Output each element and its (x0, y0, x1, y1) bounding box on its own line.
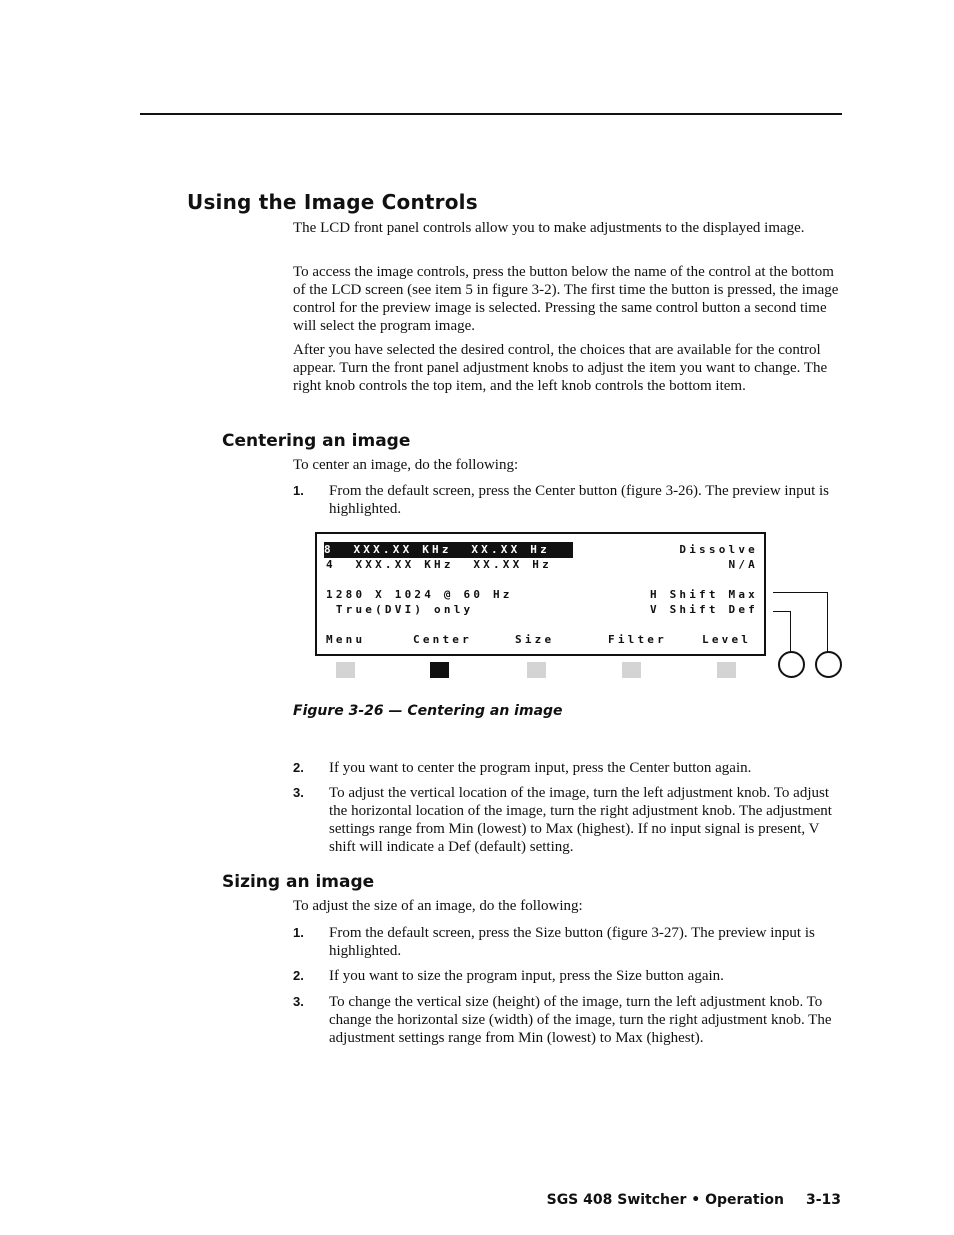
filter-button[interactable] (622, 662, 641, 678)
lcd-row4-right: V Shift Def (649, 603, 758, 616)
lcd-row4-left: True(DVI) only (326, 603, 474, 616)
size-button[interactable] (527, 662, 546, 678)
page-heading: Using the Image Controls (187, 190, 478, 214)
figure-caption: Figure 3-26 — Centering an image (293, 703, 563, 719)
step-number: 2. (293, 760, 304, 775)
page-footer (547, 1192, 841, 1208)
callout-line-top (773, 592, 828, 593)
page-number: 3-13 (805, 1192, 841, 1208)
sizing-step-3 (293, 993, 841, 1047)
menu-button[interactable] (336, 662, 355, 678)
lcd-menu-label-filter: Filter (608, 633, 667, 646)
level-button[interactable] (717, 662, 736, 678)
step-number: 3. (293, 785, 304, 800)
step-number: 2. (293, 968, 304, 983)
callout-line-left-knob (790, 611, 791, 652)
header-rule (140, 113, 842, 115)
left-adjustment-knob-icon[interactable] (778, 651, 805, 678)
footer-title: SGS 408 Switcher • Operation (546, 1192, 784, 1208)
callout-line-bottom (773, 611, 791, 612)
lcd-row3-left: 1280 X 1024 @ 60 Hz (326, 588, 513, 601)
step-number: 1. (293, 483, 304, 498)
center-button-pressed[interactable] (430, 662, 449, 678)
step-number: 3. (293, 994, 304, 1009)
step-number: 1. (293, 925, 304, 940)
right-adjustment-knob-icon[interactable] (815, 651, 842, 678)
step-text: If you want to size the program input, press the Size button again. (329, 968, 724, 984)
lcd-screen (315, 532, 766, 656)
sizing-lead: To adjust the size of an image, do the following: (293, 898, 583, 914)
step-text: From the default screen, press the Size button (figure 3-27). The preview input is highlighted. (329, 925, 815, 959)
step-text: If you want to center the program input, press the Center button again. (329, 760, 752, 776)
lcd-menu-label-size: Size (515, 633, 555, 646)
step-text: From the default screen, press the Center button (figure 3-26). The preview input is highlighted. (329, 483, 830, 517)
intro-paragraph-2: To access the image controls, press the button below the name of the control at the bottom of the LCD screen (see item 5 in figure 3-2). The first time the button is pressed, the image control for the preview image is selected. Pressing the same control button a second time will select the program image. (293, 264, 839, 334)
centering-step-1 (293, 482, 841, 518)
intro-paragraph-1: The LCD front panel controls allow you to make adjustments to the displayed image. (293, 220, 805, 236)
lcd-menu-label-level: Level (702, 633, 752, 646)
lcd-menu-label-menu: Menu (326, 633, 366, 646)
centering-step-3 (293, 784, 841, 856)
lcd-row1-right: Dissolve (679, 543, 758, 556)
step-text: To change the vertical size (height) of the image, turn the left adjustment knob. To change the horizontal size (width) of the image, turn the right adjustment knob. The adjustment settings range from Min (lowest) to Max (highest). (329, 994, 832, 1046)
lcd-row1-preview-highlight: 8 XXX.XX KHz XX.XX Hz (324, 542, 573, 558)
lcd-row2-right: N/A (728, 558, 758, 571)
intro-paragraph-3: After you have selected the desired control, the choices that are available for the control appear. Turn the front panel adjustment knobs to adjust the item you want to change. The right knob controls the top item, and the left knob controls the bottom item. (293, 342, 828, 394)
step-text: To adjust the vertical location of the image, turn the left adjustment knob. To adjust the horizontal location of the image, turn the right adjustment knob. The adjustment settings range from Min (lowest) to Max (highest). If no input signal is present, V shift will indicate a Def (default) setting. (329, 785, 832, 855)
centering-lead: To center an image, do the following: (293, 457, 519, 473)
centering-heading: Centering an image (222, 431, 411, 451)
sizing-step-1 (293, 924, 841, 960)
sizing-step-2 (293, 967, 841, 985)
lcd-row3-right: H Shift Max (649, 588, 758, 601)
lcd-row2-left: 4 XXX.XX KHz XX.XX Hz (326, 558, 552, 571)
sizing-heading: Sizing an image (222, 872, 375, 892)
callout-line-right-knob (827, 592, 828, 652)
centering-step-2 (293, 759, 841, 777)
lcd-menu-label-center: Center (413, 633, 472, 646)
